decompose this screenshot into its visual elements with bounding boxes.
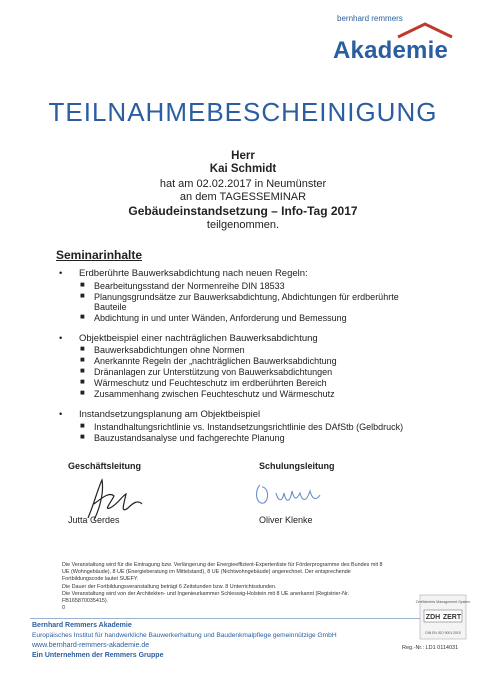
bullet-icon: • [59, 333, 63, 344]
square-bullet-icon: ■ [80, 432, 85, 441]
signature-name-left: Jutta Gerdes [68, 515, 120, 525]
section-heading: Seminarinhalte [56, 248, 143, 262]
recipient-name: Kai Schmidt [209, 163, 277, 175]
square-bullet-icon: ■ [80, 388, 85, 397]
course-title: Gebäudeinstandsetzung – Info-Tag 2017 [128, 204, 358, 218]
bullet-icon: • [59, 409, 63, 420]
bullet-icon: • [59, 268, 63, 279]
date-line: hat am 02.02.2017 in Neumünster [159, 178, 327, 190]
certification-seal [415, 594, 471, 640]
signature-right-icon [250, 479, 330, 511]
completion-line: teilgenommen. [206, 219, 280, 231]
page-title: TEILNAHMEBESCHEINIGUNG [48, 97, 438, 127]
signature-label-left: Geschäftsleitung [68, 461, 142, 471]
brand-logo-text: Akademie [333, 37, 448, 64]
square-bullet-icon: ■ [80, 355, 85, 364]
square-bullet-icon: ■ [80, 421, 85, 430]
svg-text:DIN EN ISO 9001:2015: DIN EN ISO 9001:2015 [425, 631, 461, 635]
square-bullet-icon: ■ [80, 291, 85, 300]
seal-icon [415, 594, 471, 640]
square-bullet-icon: ■ [80, 366, 85, 375]
fine-print: Die Veranstaltung wird für die Eintragung bzw. Verlängerung der Energieeffizient-Expertenliste für Förderprogramme des Bundes mit 8 UE (Wohngebäude), 8 UE (Energieberatung im Mittelstand), 8 UE (Nichtwohngebäude) angerechnet. Der entsprechende Fortbildungscode lautet SUEFY. Die Dauer der Fortbildungsveranstaltung beträgt 6 Zeitstunden bzw. 8 Unterrichtsstunden. Die Veranstaltung wird von der Architekten- und Ingenieurkammer Schleswig-Holstein mit 8 UE anerkannt (Registrier-Nr. FB165870035415). 0 [62, 562, 383, 612]
footer-website[interactable]: www.bernhard-remmers-akademie.de [32, 642, 150, 649]
footer-institute: Europäisches Institut für handwerkliche Bauwerkerhaltung und Baudenkmalpflege gemeinnützige GmbH [32, 632, 337, 639]
event-line: an dem TAGESSEMINAR [179, 191, 307, 203]
signature-name-right: Oliver Klenke [259, 515, 313, 525]
square-bullet-icon: ■ [80, 312, 85, 321]
square-bullet-icon: ■ [80, 377, 85, 386]
svg-text:Zertifiziertes Management-Syst: Zertifiziertes Management-System [415, 600, 471, 604]
svg-text:ZDH: ZDH [425, 614, 441, 621]
roof-logo-icon [396, 22, 454, 38]
footer-group: Ein Unternehmen der Remmers Gruppe [32, 652, 164, 659]
square-bullet-icon: ■ [80, 344, 85, 353]
salutation: Herr [231, 150, 255, 162]
brand-small-text: bernhard remmers [337, 14, 403, 23]
footer-divider [30, 618, 460, 619]
signature-label-right: Schulungsleitung [259, 461, 335, 471]
square-bullet-icon: ■ [80, 280, 85, 289]
svg-text:ZERT: ZERT [442, 614, 462, 621]
footer-org: Bernhard Remmers Akademie [32, 622, 132, 629]
registration-number: Reg.-Nr.: LD1 0114031 [402, 645, 459, 651]
